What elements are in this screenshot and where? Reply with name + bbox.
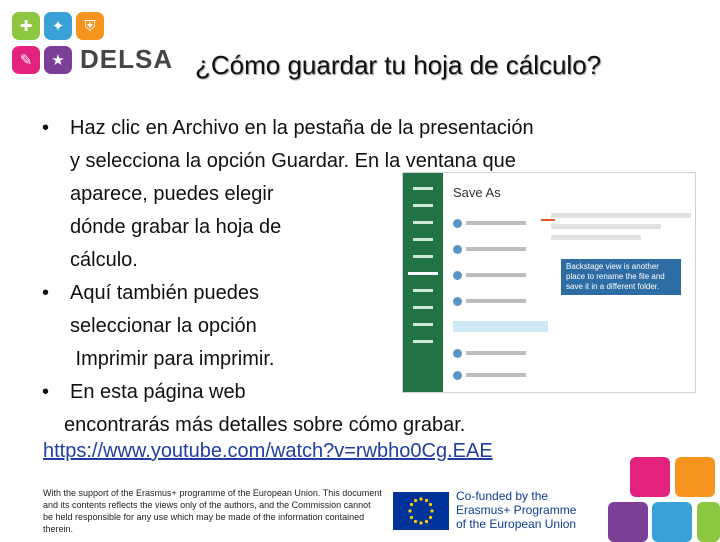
youtube-link[interactable]: https://www.youtube.com/watch?v=rwbho0Cg.EAE [43, 440, 493, 462]
save-as-title: Save As [453, 185, 501, 200]
bullet-line: cálculo. [70, 249, 138, 271]
bullet-dot: • [42, 117, 50, 139]
eu-flag-icon [393, 492, 449, 530]
clock-icon [453, 219, 462, 228]
bullet-line: seleccionar la opción [70, 315, 257, 337]
decorative-square [675, 457, 715, 497]
bullet-line: encontrarás más detalles sobre cómo grabar. [64, 414, 466, 436]
bullet-line: Haz clic en Archivo en la pestaña de la presentación [70, 117, 534, 139]
bullet-line: Imprimir para imprimir. [70, 348, 275, 370]
eu-line: Erasmus+ Programme [456, 503, 577, 517]
graduation-icon: ✎ [12, 46, 40, 74]
eu-line: of the European Union [456, 517, 577, 531]
save-as-screenshot [402, 172, 696, 393]
cloud-icon [453, 245, 462, 254]
erasmus-disclaimer: With the support of the Erasmus+ programme of the European Union. This document and its contents reflects the views only of the authors, and the Commission cannot be held responsible for any use which may be made of the information contained therein. [43, 488, 382, 534]
backstage-callout: Backstage view is another place to rename the file and save it in a different folder. [561, 259, 681, 295]
bullet-line: En esta página web [70, 381, 246, 403]
bullet-line: dónde grabar la hoja de [70, 216, 282, 238]
this-pc-selected-row [453, 321, 548, 332]
eu-cofunded-text [456, 489, 576, 531]
sites-icon [453, 271, 462, 280]
excel-backstage-sidebar [403, 173, 443, 392]
bullet-line: y selecciona la opción Guardar. En la ventana que [70, 150, 516, 172]
slide-title: ¿Cómo guardar tu hoja de cálculo? [195, 50, 602, 80]
decorative-square [697, 502, 720, 542]
bullet-dot: • [42, 282, 50, 304]
add-place-icon [453, 349, 462, 358]
bullet-line: Aquí también puedes [70, 282, 260, 304]
decorative-square [608, 502, 648, 542]
folder-icon [453, 371, 462, 380]
lightbulb-icon: ✦ [44, 12, 72, 40]
bullet-line: aparece, puedes elegir [70, 183, 274, 205]
cloud-icon [453, 297, 462, 306]
logo-text: DELSA [80, 44, 174, 74]
eu-line: Co-funded by the [456, 489, 549, 503]
shield-icon: ⛨ [76, 12, 104, 40]
decorative-square [652, 502, 692, 542]
puzzle-icon: ✚ [12, 12, 40, 40]
delsa-logo [12, 10, 182, 80]
trophy-icon: ★ [44, 46, 72, 74]
decorative-square [630, 457, 670, 497]
bullet-dot: • [42, 381, 50, 403]
